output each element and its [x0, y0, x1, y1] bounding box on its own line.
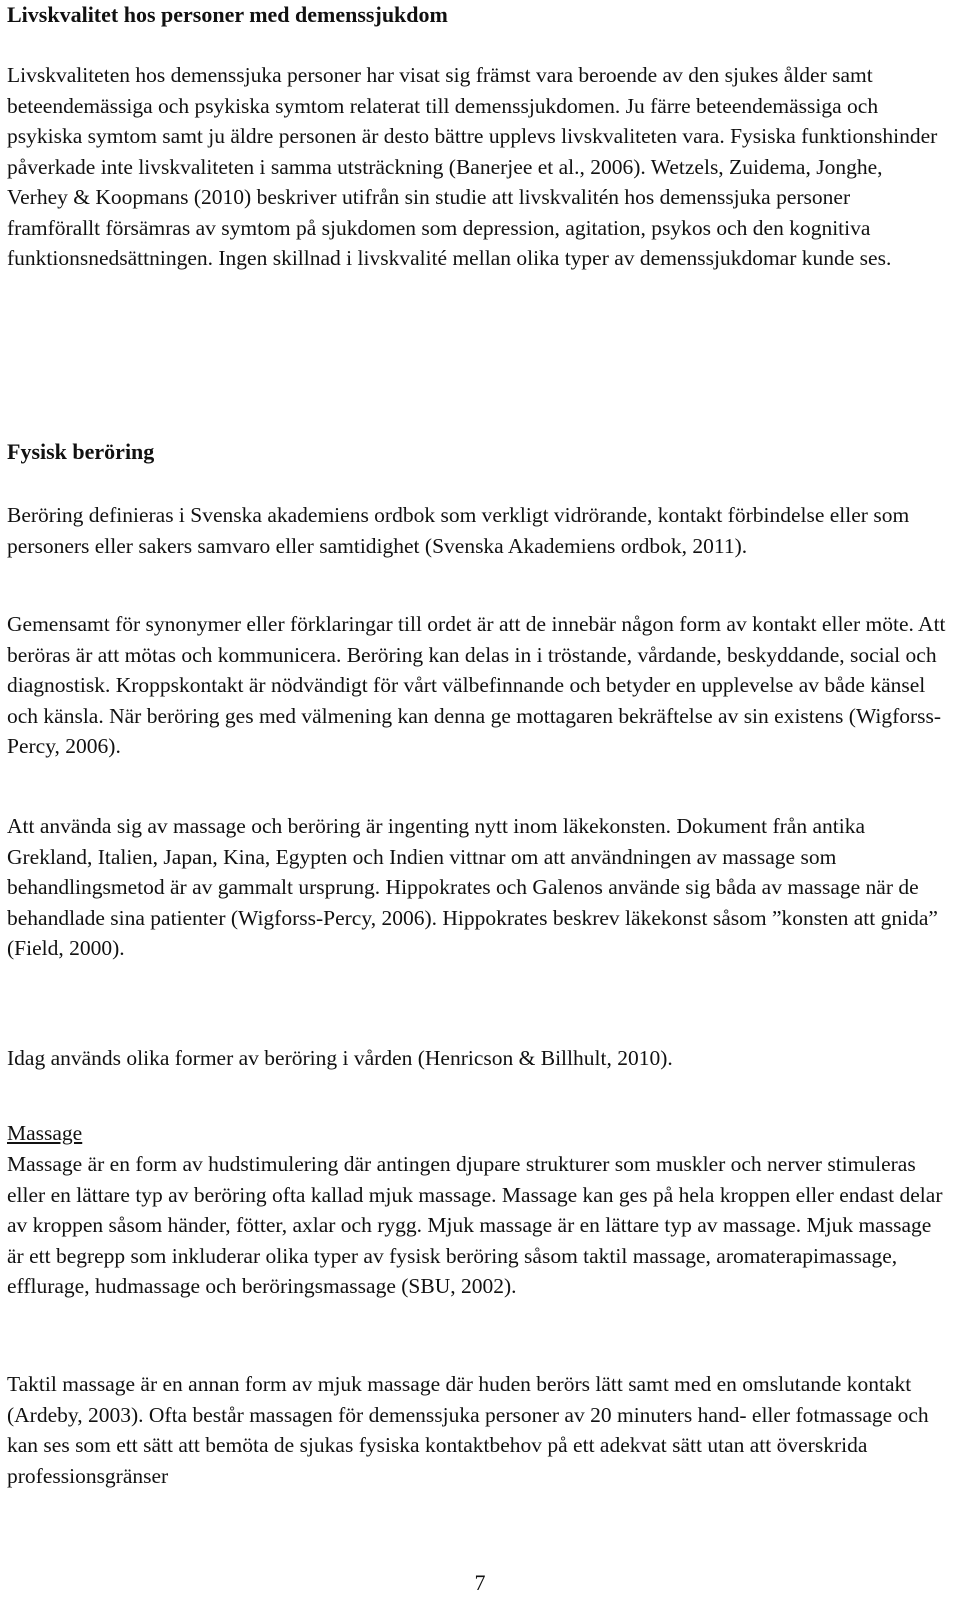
paragraph-massage-definition: Massage är en form av hudstimulering där antingen djupare strukturer som muskler och nerver stimuleras eller en lättare typ av beröring ofta kallad mjuk massage. Massage kan ges på hela kroppen eller endast delar av kroppen såsom händer, fötter, axlar och rygg. Mjuk massage är en lättare typ av massage. Mjuk massage är ett begrepp som inkluderar olika typer av fysisk beröring såsom taktil massage, aromaterapimassage, efflurage, hudmassage och beröringsmassage (SBU, 2002). [7, 1152, 943, 1298]
paragraph-taktil-massage: Taktil massage är en annan form av mjuk massage där huden berörs lätt samt med en omslutande kontakt (Ardeby, 2003). Ofta består massagen för demenssjuka personer av 20 minuters hand- eller fotmassage och kan ses som ett sätt att bemöta de sjukas fysiska kontaktbehov på ett adekvat sätt utan att överskrida professionsgränser [7, 1372, 929, 1488]
section-heading-fysisk-beroring: Fysisk beröring [7, 439, 155, 464]
page-number: 7 [474, 1570, 486, 1595]
paragraph-beroring-idag: Idag används olika former av beröring i vården (Henricson & Billhult, 2010). [7, 1046, 673, 1070]
section-heading-livskvalitet: Livskvalitet hos personer med demenssjukdom [7, 2, 448, 27]
paragraph-massage-historia: Att använda sig av massage och beröring är ingenting nytt inom läkekonsten. Dokument från antika Grekland, Italien, Japan, Kina, Egypten och Indien vittnar om att användningen av massage som behandlingsmetod är av gammalt ursprung. Hippokrates och Galenos använde sig båda av massage när de behandlade sina patienter (Wigforss-Percy, 2006). Hippokrates beskrev läkekonst såsom ”konsten att gnida” (Field, 2000). [7, 814, 938, 960]
paragraph-beroring-synonymer: Gemensamt för synonymer eller förklaringar till ordet är att de innebär någon form av kontakt eller möte. Att beröras är att mötas och kommunicera. Beröring kan delas in i tröstande, vårdande, beskyddande, social och diagnostisk. Kroppskontakt är nödvändigt för vårt välbefinnande och betyder en upplevelse av både känsel och känsla. När beröring ges med välmening kan denna ge mottagaren bekräftelse av sin existens (Wigforss-Percy, 2006). [7, 612, 946, 758]
paragraph-livskvalitet: Livskvaliteten hos demenssjuka personer har visat sig främst vara beroende av den sjukes ålder samt beteendemässiga och psykiska symtom relaterat till demenssjukdomen. Ju färre beteendemässiga och psykiska symtom samt ju äldre personen är desto bättre upplevs livskvaliteten vara. Fysiska funktionshinder påverkade inte livskvaliteten i samma utsträckning (Banerjee et al., 2006). Wetzels, Zuidema, Jonghe, Verhey & Koopmans (2010) beskriver utifrån sin studie att livskvalitén hos demenssjuka personer framförallt försämras av symtom på sjukdomen som depression, agitation, psykos och den kognitiva funktionsnedsättningen. Ingen skillnad i livskvalité mellan olika typer av demenssjukdomar kunde ses. [7, 63, 938, 270]
paragraph-beroring-definition: Beröring definieras i Svenska akademiens ordbok som verkligt vidrörande, kontakt förbindelse eller som personers eller sakers samvaro eller samtidighet (Svenska Akademiens ordbok, 2011). [7, 503, 910, 558]
subsection-heading-massage: Massage [7, 1121, 83, 1145]
